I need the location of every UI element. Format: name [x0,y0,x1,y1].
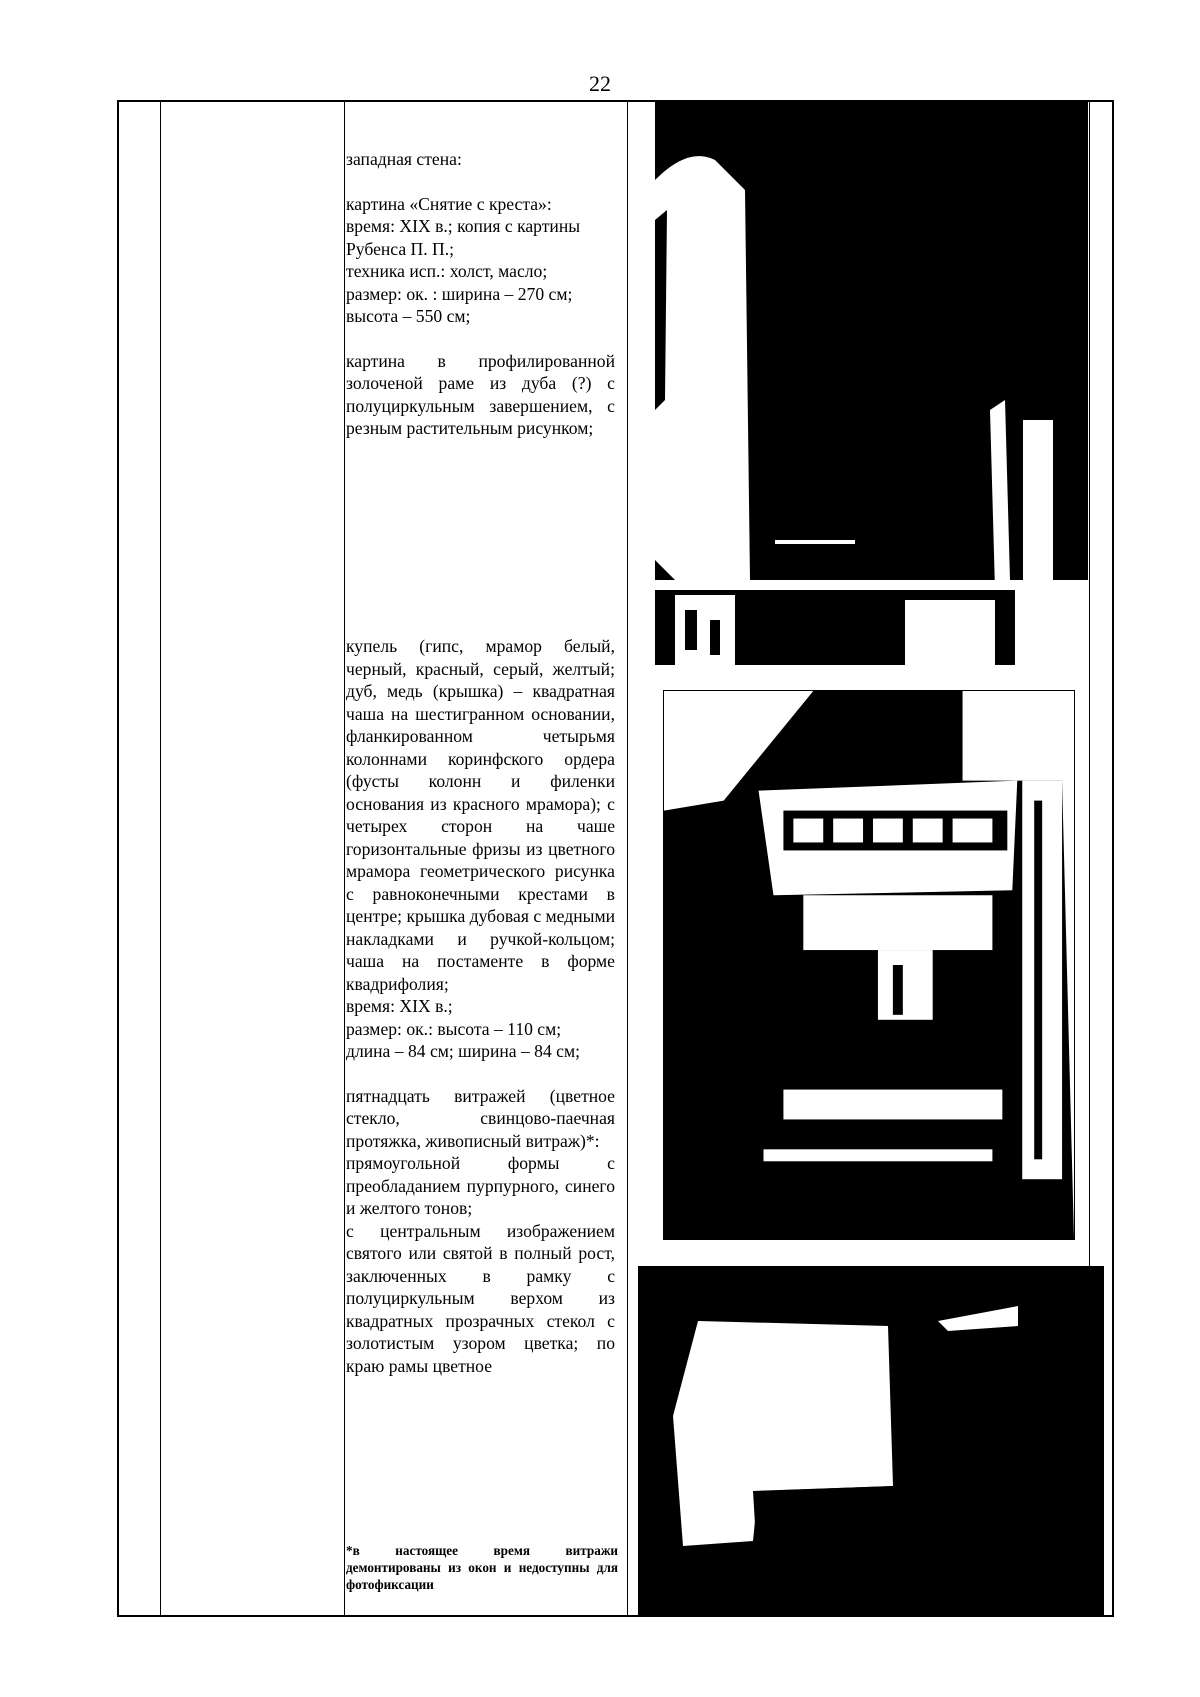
font-line: время: XIX в.; [346,996,453,1016]
description-cell [346,100,618,1617]
column-divider [627,102,628,1615]
painting-line: Рубенса П. П.; [346,238,455,259]
painting-line: картина «Снятие с креста»: [346,193,552,214]
footnote: *в настоящее время витражи демонтированы из окон и недоступны для фотофиксации [346,1543,618,1592]
windows-center: с центральным изображением святого или святой в полный рост, заключенных в рамку с полуциркульным верхом из квадратных прозрачных стекол с золотистым узором цветка; по краю рамы цветное [346,1220,615,1376]
font-line: размер: ок.: высота – 110 см; [346,1018,562,1039]
painting-photo-image [655,100,1088,665]
painting-photo [655,100,1088,665]
windows-description: пятнадцать витражей (цветное стекло, свинцово-паечная протяжка, живописный витраж)*: [346,1085,615,1151]
painting-line: техника исп.: холст, масло; [346,261,548,281]
column-divider [344,102,345,1615]
stained-glass-photo [638,1266,1104,1617]
font-photo [663,690,1075,1240]
font-line: длина – 84 см; ширина – 84 см; [346,1041,581,1061]
frame-description: картина в профилированной золоченой раме из дуба (?) с полуциркульным завершением, с резным растительным рисунком; [346,350,615,438]
column-divider [160,102,161,1615]
stained-glass-photo-image [638,1266,1104,1617]
page-number: 22 [589,71,611,96]
painting-line: размер: ок. : ширина – 270 см; [346,283,573,304]
painting-line: время: XIX в.; копия с картины [346,216,581,236]
west-wall-heading: западная стена: [346,149,462,169]
font-photo-image [664,691,1074,1239]
font-description: купель (гипс, мрамор белый, черный, красный, серый, желтый; дуб, медь (крышка) – квадратная чаша на шестигранном основании, фланкированном четырьмя колоннами коринфского ордера (фусты колонн и филенки основания из красного мрамора); с четырех сторон на чаше горизонтальные фризы из цветного мрамора геометрического рисунка с равноконечными крестами в центре; крышка дубовая с медными накладками и ручкой-кольцом; чаша на постаменте в форме квадрифолия; [346,636,615,994]
painting-line: высота – 550 см; [346,306,471,326]
windows-shape: прямоугольной формы с преобладанием пурпурного, синего и желтого тонов; [346,1153,615,1218]
